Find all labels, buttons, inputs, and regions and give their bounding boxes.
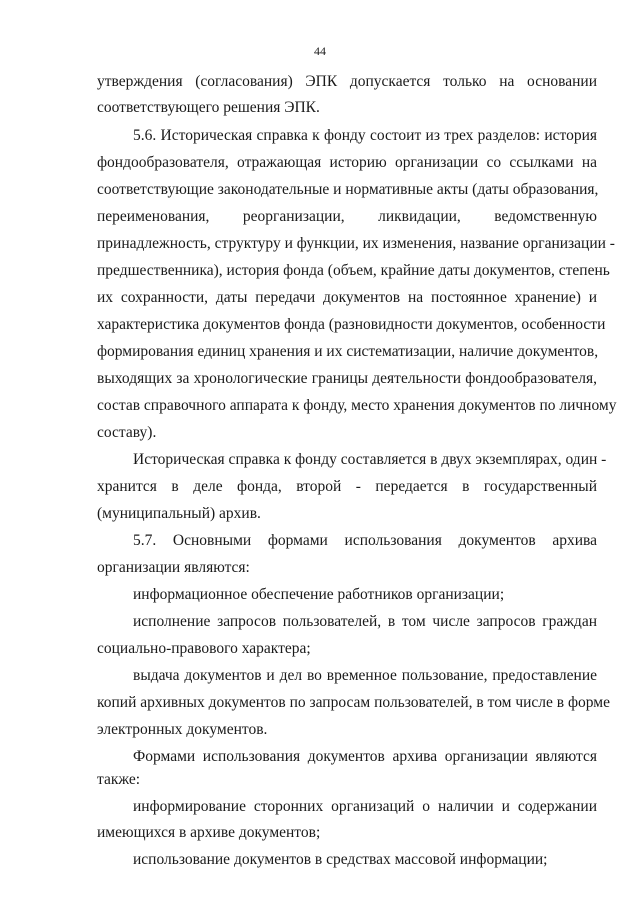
text-line: информирование сторонних организаций о наличии и содержании (133, 798, 597, 815)
text-line: (муниципальный) архив. (97, 505, 261, 522)
text-line: Формами использования документов архива организации являются (133, 748, 597, 765)
text-line: утверждения (согласования) ЭПК допускается только на основании (97, 73, 597, 90)
text-line: копий архивных документов по запросам пользователей, в том числе в форме (97, 694, 610, 711)
text-line: информационное обеспечение работников организации; (133, 586, 505, 603)
text-line: Историческая справка к фонду составляется в двух экземплярах, один - (133, 451, 607, 468)
text-line: исполнение запросов пользователей, в том числе запросов граждан (133, 613, 597, 630)
text-line: выходящих за хронологические границы деятельности фондообразователя, (97, 370, 597, 387)
text-line: их сохранности, даты передачи документов на постоянное хранение) и (97, 289, 597, 306)
text-line: соответствующего решения ЭПК. (97, 99, 320, 116)
text-line: соответствующие законодательные и нормативные акты (даты образования, (97, 181, 599, 198)
text-line: формирования единиц хранения и их систематизации, наличие документов, (97, 343, 599, 360)
text-line: 5.7. Основными формами использования документов архива (133, 532, 597, 549)
text-line: электронных документов. (97, 721, 268, 738)
text-line: организации являются: (97, 559, 250, 576)
text-line: выдача документов и дел во временное пользование, предоставление (133, 667, 597, 684)
page-number: 44 (314, 44, 326, 58)
text-line: хранится в деле фонда, второй - передается в государственный (97, 478, 597, 495)
text-line: также: (97, 771, 141, 788)
text-line: составу). (97, 424, 157, 441)
text-line: предшественника), история фонда (объем, крайние даты документов, степень (97, 262, 610, 279)
text-line: переименования, реорганизации, ликвидации, ведомственную (97, 208, 597, 225)
text-line: социально-правового характера; (97, 640, 311, 657)
text-line: состав справочного аппарата к фонду, место хранения документов по личному (97, 397, 617, 414)
text-line: использование документов в средствах массовой информации; (133, 851, 548, 868)
text-line: характеристика документов фонда (разновидности документов, особенности (97, 316, 606, 333)
text-line: принадлежность, структуру и функции, их изменения, название организации - (97, 235, 615, 252)
text-line: имеющихся в архиве документов; (97, 824, 321, 841)
text-line: фондообразователя, отражающая историю организации со ссылками на (97, 154, 597, 171)
text-line: 5.6. Историческая справка к фонду состоит из трех разделов: история (133, 127, 597, 144)
